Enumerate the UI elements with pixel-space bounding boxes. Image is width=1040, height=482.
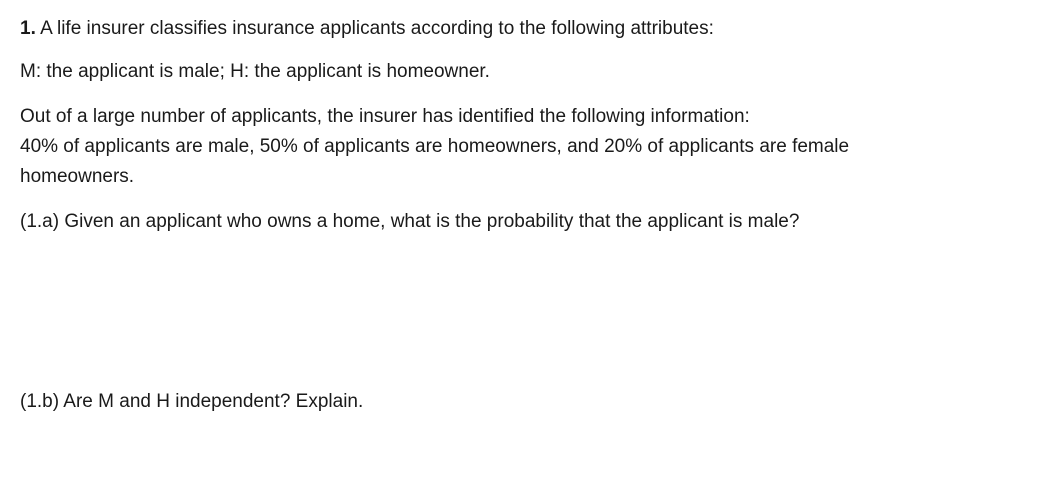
- info-line-2: homeowners.: [20, 166, 135, 187]
- info-lead: Out of a large number of applicants, the insurer has identified the following information:: [20, 106, 750, 127]
- attribute-definitions: M: the applicant is male; H: the applicant is homeowner.: [20, 61, 490, 82]
- question-intro: [20, 14, 1020, 44]
- given-information: [20, 102, 1020, 192]
- part-b-question: (1.b) Are M and H independent? Explain.: [20, 391, 364, 412]
- question-number: 1.: [20, 18, 36, 39]
- part-a-question: (1.a) Given an applicant who owns a home, what is the probability that the applicant is male?: [20, 211, 800, 232]
- question-intro-text: A life insurer classifies insurance applicants according to the following attributes:: [35, 18, 714, 39]
- info-line-1: 40% of applicants are male, 50% of applicants are homeowners, and 20% of applicants are female: [20, 136, 850, 157]
- document-body: [20, 14, 1020, 417]
